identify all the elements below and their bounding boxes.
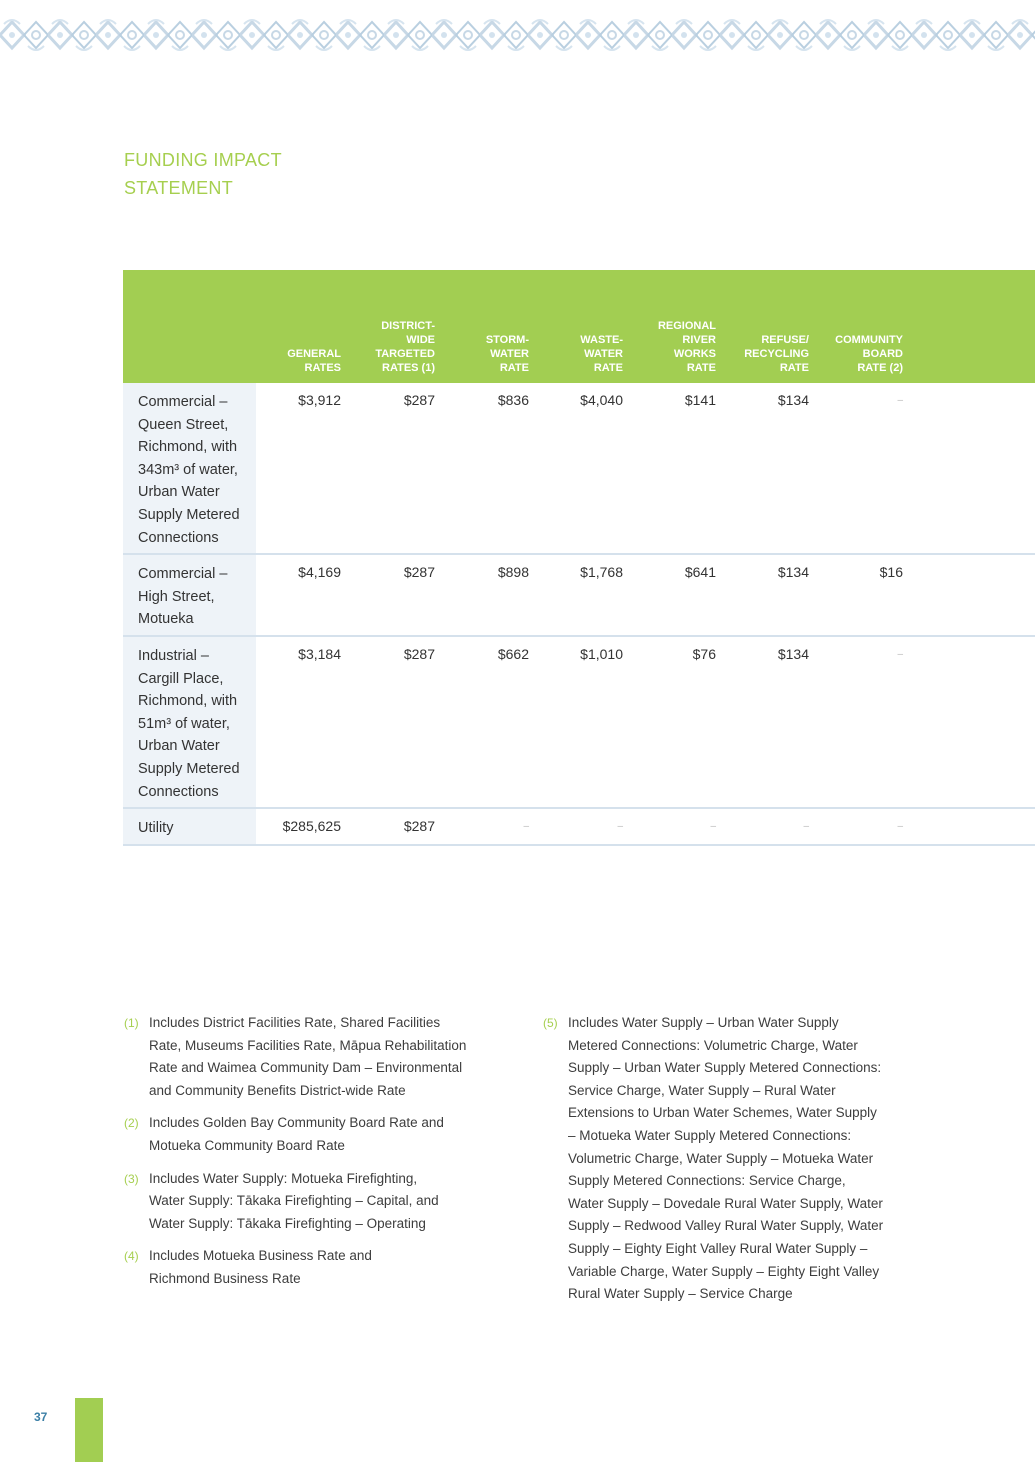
table-row: [123, 637, 1035, 809]
cell-refuse-recycling-rate: $134: [777, 646, 809, 662]
cell-community-board-rate: $16: [879, 564, 903, 580]
row-label-line: Industrial –: [138, 648, 209, 664]
cell-general-rates: $3,912: [298, 392, 341, 408]
column-header-line: RATE (2): [857, 362, 903, 374]
row-label-line: Commercial –: [138, 394, 228, 410]
column-header-line: REGIONAL: [657, 320, 716, 332]
footnotes-right-column: [543, 1012, 963, 1316]
column-header-line: RATES: [304, 362, 341, 374]
row-label-line: Supply Metered: [138, 506, 240, 523]
footnote-line: Richmond Business Rate: [149, 1270, 301, 1286]
cell-stormwater-rate: $836: [497, 392, 529, 408]
footnote-line: Extensions to Urban Water Schemes, Water Supply: [568, 1105, 877, 1121]
cell-refuse-recycling-rate: –: [803, 821, 809, 832]
column-header-community-board-rate: [835, 333, 903, 375]
footnote-line: Motueka Community Board Rate: [149, 1137, 345, 1153]
column-header-line: RECYCLING: [744, 348, 809, 360]
cell-regional-river-works-rate: $141: [684, 392, 716, 408]
footnote-line: Supply – Redwood Valley Rural Water Supply, Water: [568, 1218, 884, 1234]
column-header-line: GENERAL: [287, 348, 341, 360]
row-label-line: Connections: [138, 529, 219, 546]
page-title-line-2: STATEMENT: [124, 178, 234, 198]
column-header-line: DISTRICT-: [381, 320, 435, 332]
cell-stormwater-rate: –: [523, 821, 529, 832]
column-header-line: STORM-: [485, 334, 529, 346]
column-header-line: TARGETED: [375, 348, 435, 360]
row-label-line: Richmond, with: [138, 439, 238, 456]
footnote-line: Includes District Facilities Rate, Shared Facilities: [149, 1015, 441, 1030]
footnote-line: Rural Water Supply – Service Charge: [568, 1286, 793, 1302]
table-header: [123, 270, 1035, 383]
row-label-line: Queen Street,: [138, 416, 229, 433]
footnote-line: – Motueka Water Supply Metered Connections:: [568, 1127, 852, 1143]
footnote-line: Variable Charge, Water Supply – Eighty Eight Valley: [568, 1263, 880, 1279]
cell-wastewater-rate: –: [617, 821, 623, 832]
cell-district-wide-targeted-rates: $287: [403, 818, 435, 834]
cell-wastewater-rate: $1,010: [580, 646, 623, 662]
row-label-line: Utility: [138, 820, 174, 836]
footnote-line: Water Supply: Tākaka Firefighting – Operating: [149, 1215, 426, 1231]
row-label-line: Urban Water: [138, 484, 220, 501]
row-label: [123, 555, 256, 635]
footnote-line: Includes Water Supply: Motueka Firefighting,: [149, 1170, 418, 1186]
table-row: [123, 555, 1035, 637]
column-header-line: WATER: [490, 348, 529, 360]
column-header-line: WATER: [584, 348, 623, 360]
cell-stormwater-rate: $898: [497, 564, 529, 580]
table-row: [123, 809, 1035, 846]
footnote-line: Includes Golden Bay Community Board Rate and: [149, 1115, 444, 1131]
footnote-line: Includes Water Supply – Urban Water Supply: [568, 1015, 839, 1030]
footnote-line: and Community Benefits District-wide Rate: [149, 1082, 406, 1098]
row-label: [123, 809, 256, 844]
cell-wastewater-rate: $1,768: [580, 564, 623, 580]
footnote-2: [124, 1112, 514, 1157]
row-label-line: Urban Water: [138, 738, 220, 755]
footnote-line: Water Supply: Tākaka Firefighting – Capital, and: [149, 1193, 439, 1209]
cell-district-wide-targeted-rates: $287: [403, 564, 435, 580]
column-header-district-wide-targeted-rates: [375, 319, 435, 375]
column-header-line: REFUSE/: [761, 334, 809, 346]
page-title-line-1: FUNDING IMPACT: [124, 150, 282, 170]
row-label-line: 51m³ of water,: [138, 715, 230, 732]
row-label: [123, 383, 256, 553]
page-edge-tab: [75, 1398, 103, 1462]
footnote-line: Includes Motueka Business Rate and: [149, 1248, 372, 1264]
cell-general-rates: $285,625: [282, 818, 341, 834]
footnote-number: (4): [124, 1249, 139, 1264]
cell-district-wide-targeted-rates: $287: [403, 392, 435, 408]
footnote-1: [124, 1012, 514, 1102]
banner-pattern-graphic: [0, 14, 1035, 56]
column-header-stormwater-rate: [486, 333, 529, 375]
footnote-line: Volumetric Charge, Water Supply – Motueka Water: [568, 1150, 874, 1166]
column-header-line: COMMUNITY: [835, 334, 903, 346]
column-header-line: RIVER: [682, 334, 716, 346]
column-header-line: WASTE-: [580, 334, 623, 346]
footnote-number: (2): [124, 1116, 139, 1131]
row-label-line: 343m³ of water,: [138, 461, 238, 478]
column-header-line: RATE: [686, 362, 716, 374]
cell-stormwater-rate: $662: [497, 646, 529, 662]
cell-regional-river-works-rate: $76: [692, 646, 716, 662]
cell-general-rates: $4,169: [298, 564, 341, 580]
funding-rates-table: [123, 270, 1035, 846]
row-label-line: Richmond, with: [138, 693, 238, 710]
column-header-wastewater-rate: [580, 333, 623, 375]
cell-district-wide-targeted-rates: $287: [403, 646, 435, 662]
footnotes-left-column: [124, 1012, 514, 1301]
column-header-regional-river-works-rate: [658, 319, 716, 375]
footnote-line: Service Charge, Water Supply – Rural Water: [568, 1082, 836, 1098]
column-header-line: RATE: [593, 362, 623, 374]
row-label-line: High Street,: [138, 588, 215, 605]
footnote-line: Water Supply – Dovedale Rural Water Supply, Water: [568, 1195, 883, 1211]
row-label: [123, 637, 256, 807]
footnote-3: [124, 1168, 514, 1236]
column-header-line: WIDE: [406, 334, 435, 346]
footnote-4: [124, 1245, 514, 1290]
decorative-pattern-banner: [0, 14, 1035, 56]
cell-regional-river-works-rate: $641: [684, 564, 716, 580]
footnote-5: [543, 1012, 963, 1306]
row-label-line: Cargill Place,: [138, 670, 224, 687]
cell-refuse-recycling-rate: $134: [777, 392, 809, 408]
footnote-number: (3): [124, 1171, 139, 1186]
footnote-line: Rate and Waimea Community Dam – Environmental: [149, 1060, 463, 1076]
footnote-line: Supply – Eighty Eight Valley Rural Water Supply –: [568, 1240, 868, 1256]
column-header-line: RATE: [499, 362, 529, 374]
cell-community-board-rate: –: [897, 395, 903, 406]
row-label-line: Supply Metered: [138, 760, 240, 777]
footnote-line: Supply Metered Connections: Service Charge,: [568, 1173, 846, 1189]
row-label-line: Connections: [138, 783, 219, 800]
table-row: [123, 383, 1035, 555]
column-header-line: RATE: [779, 362, 809, 374]
cell-regional-river-works-rate: –: [710, 821, 716, 832]
cell-community-board-rate: –: [897, 821, 903, 832]
column-header-refuse-recycling-rate: [744, 333, 809, 375]
page-title: [124, 146, 282, 202]
column-header-line: RATES (1): [382, 362, 435, 374]
footnote-number: (5): [543, 1016, 558, 1030]
row-label-line: Motueka: [138, 611, 194, 628]
footnote-line: Supply – Urban Water Supply Metered Connections:: [568, 1060, 882, 1076]
cell-community-board-rate: –: [897, 649, 903, 660]
column-header-line: WORKS: [673, 348, 716, 360]
cell-wastewater-rate: $4,040: [580, 392, 623, 408]
cell-general-rates: $3,184: [298, 646, 341, 662]
footnote-line: Metered Connections: Volumetric Charge, Water: [568, 1037, 858, 1053]
cell-refuse-recycling-rate: $134: [777, 564, 809, 580]
footnote-line: Rate, Museums Facilities Rate, Māpua Rehabilitation: [149, 1037, 467, 1053]
row-label-line: Commercial –: [138, 566, 228, 582]
column-header-general-rates: [287, 347, 341, 375]
page-number: 37: [34, 1410, 48, 1424]
footnote-number: (1): [124, 1016, 139, 1030]
column-header-line: BOARD: [862, 348, 903, 360]
